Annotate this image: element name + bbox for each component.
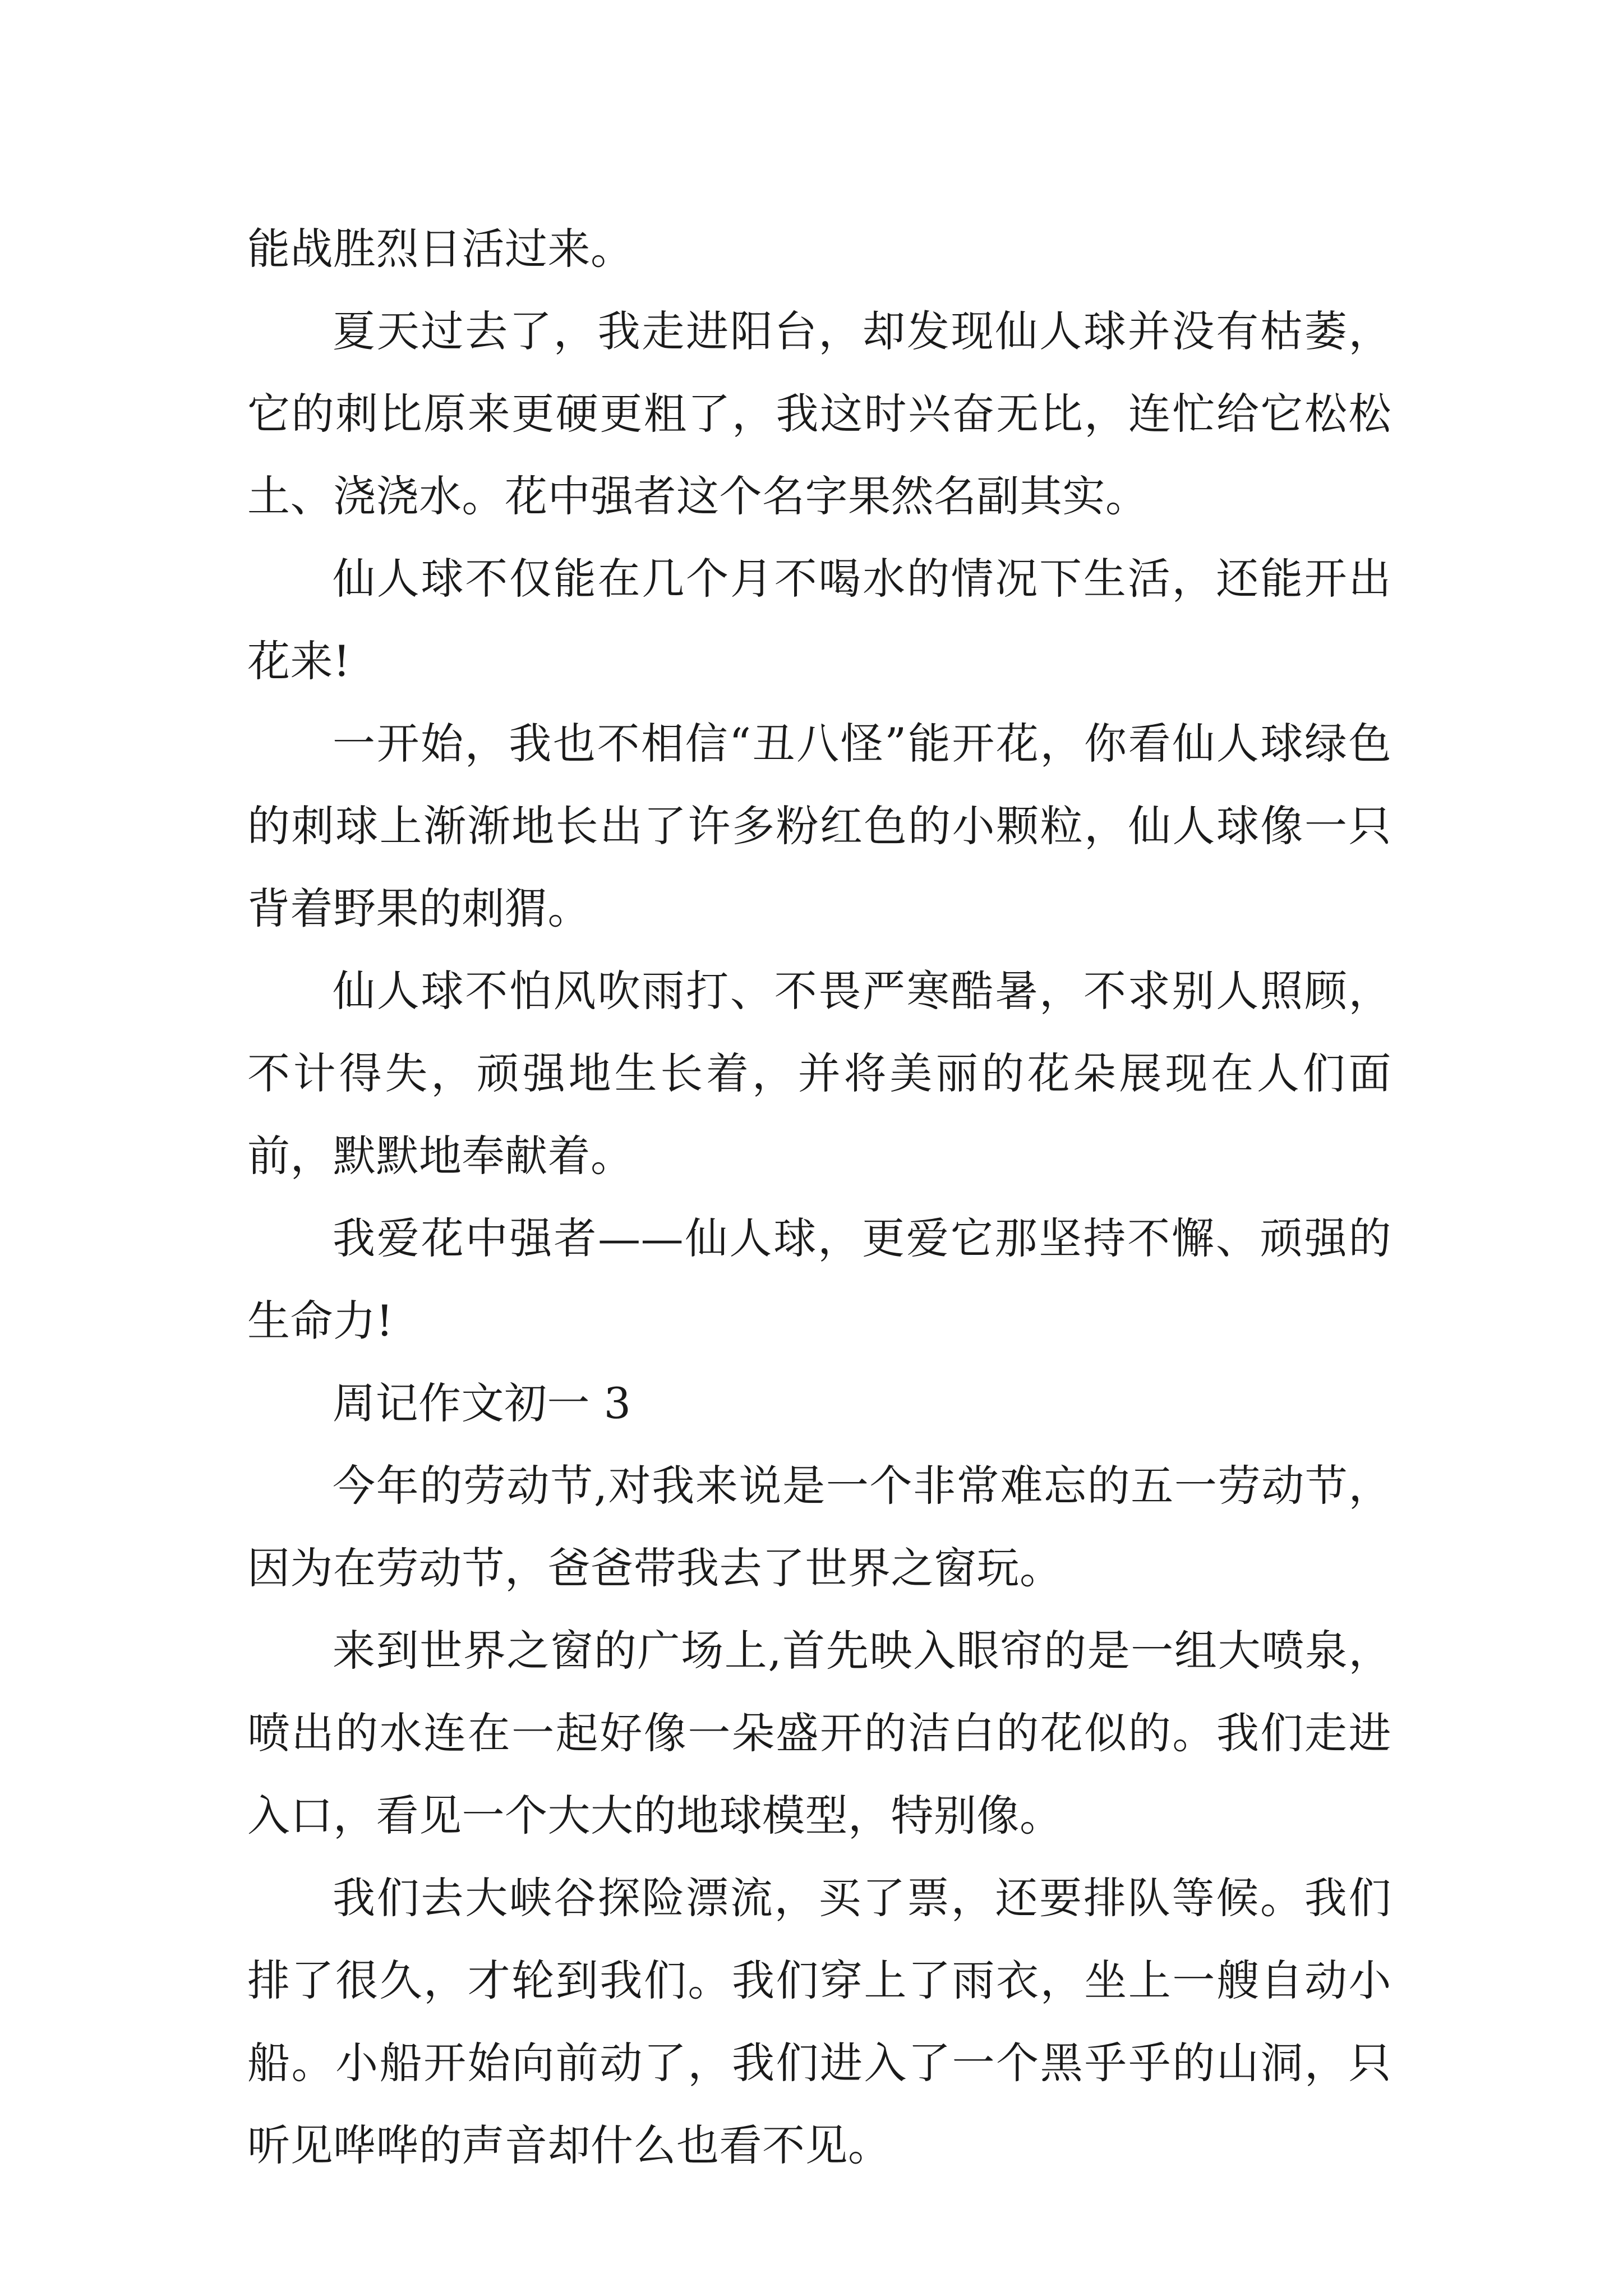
paragraph-5: 仙人球不怕风吹雨打、不畏严寒酷暑，不求别人照顾，不计得失，顽强地生长着，并将美丽的花朵展现在人们面前，默默地奉献着。 bbox=[247, 966, 1391, 1181]
body-text bbox=[247, 208, 1391, 2187]
paragraph-4: 一开始，我也不相信“丑八怪”能开花，你看仙人球绿色的刺球上渐渐地长出了许多粉红色的小颗粒，仙人球像一只背着野果的刺猬。 bbox=[247, 719, 1391, 933]
paragraph-8: 来到世界之窗的广场上,首先映入眼帘的是一组大喷泉，喷出的水连在一起好像一朵盛开的洁白的花似的。我们走进入口，看见一个大大的地球模型，特别像。 bbox=[247, 1626, 1391, 1841]
paragraph-3: 仙人球不仅能在几个月不喝水的情况下生活，还能开出花来! bbox=[247, 554, 1391, 686]
paragraph-6: 我爱花中强者——仙人球，更爱它那坚持不懈、顽强的生命力! bbox=[247, 1213, 1391, 1346]
paragraph-7: 今年的劳动节,对我来说是一个非常难忘的五一劳动节，因为在劳动节，爸爸带我去了世界之窗玩。 bbox=[247, 1461, 1391, 1593]
paragraph-9: 我们去大峡谷探险漂流，买了票，还要排队等候。我们排了很久，才轮到我们。我们穿上了雨衣，坐上一艘自动小船。小船开始向前动了，我们进入了一个黑乎乎的山洞，只听见哗哗的声音却什么也看不见。 bbox=[247, 1873, 1391, 2170]
section-heading: 周记作文初一 3 bbox=[333, 1378, 631, 1428]
paragraph-1: 能战胜烈日活过来。 bbox=[247, 224, 634, 274]
paragraph-2: 夏天过去了，我走进阳台，却发现仙人球并没有枯萎，它的刺比原来更硬更粗了，我这时兴奋无比，连忙给它松松土、浇浇水。花中强者这个名字果然名副其实。 bbox=[247, 306, 1391, 521]
